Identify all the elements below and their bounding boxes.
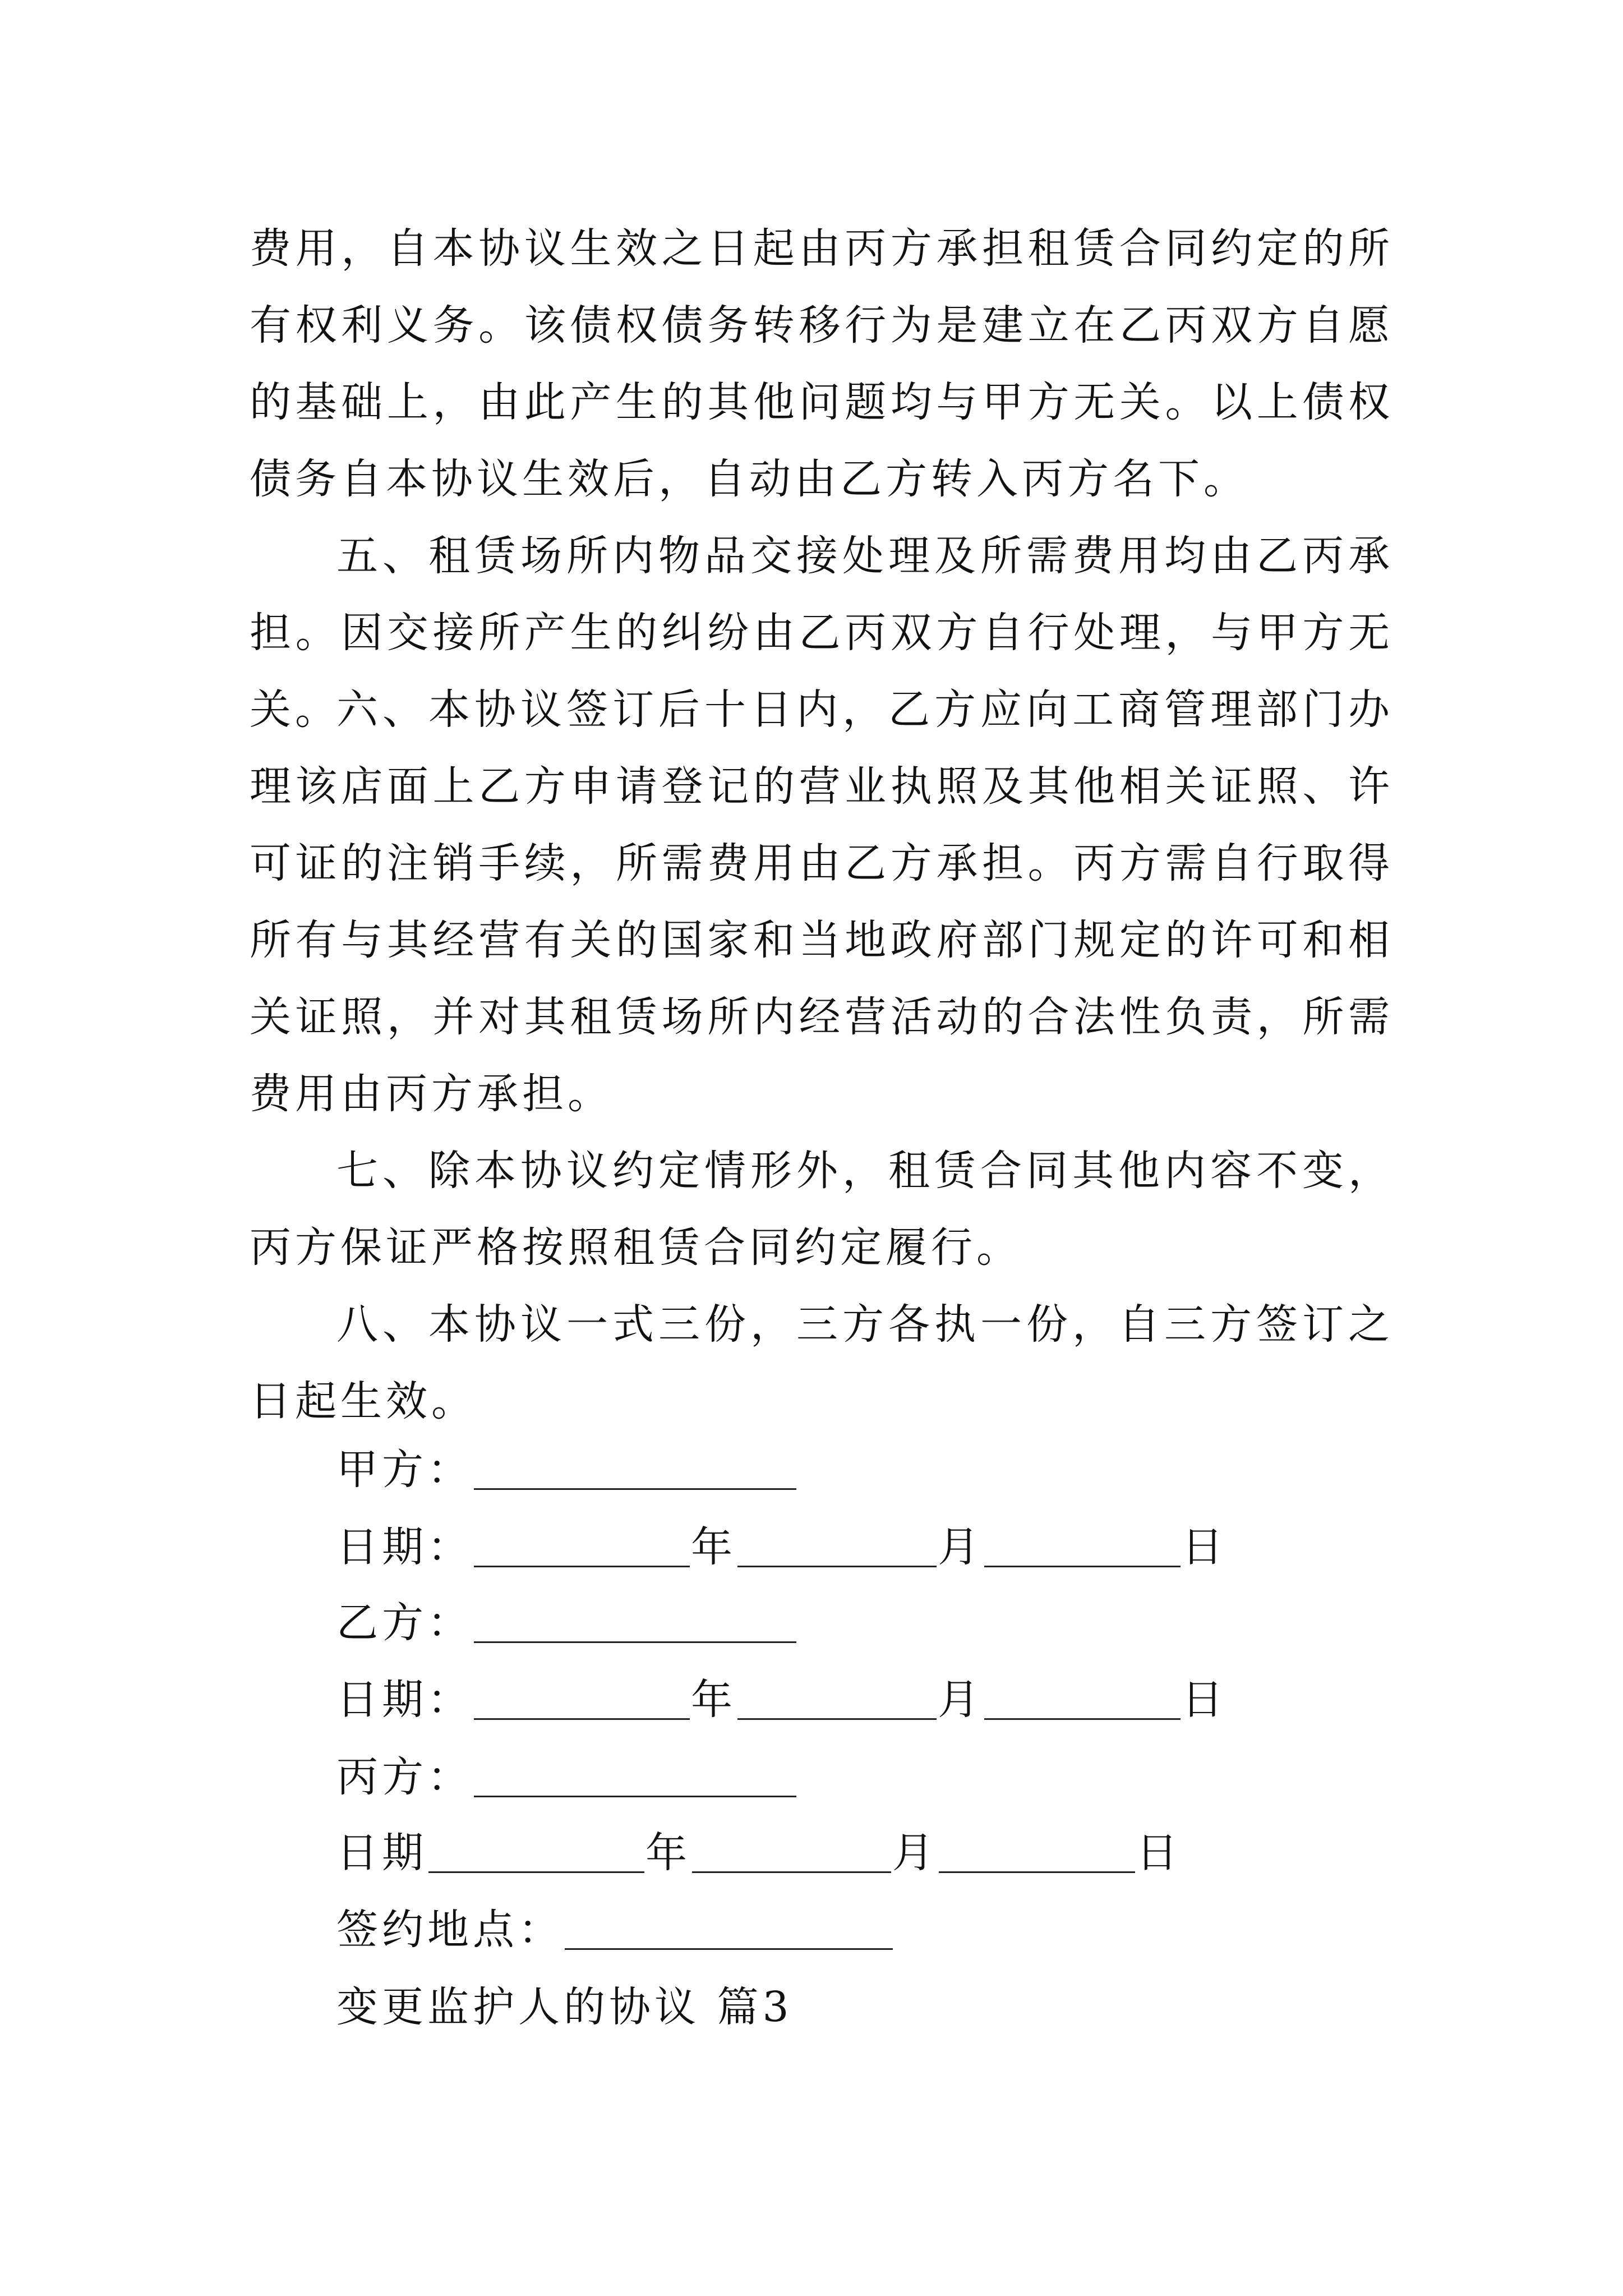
date-c-line <box>336 1825 1182 1881</box>
paragraph-clause-8: 八、本协议一式三份，三方各执一份，自三方签订之日起生效。 <box>250 1300 1394 1425</box>
paragraph-clause-7: 七、除本协议约定情形外，租赁合同其他内容不变，丙方保证严格按照租赁合同约定履行。 <box>250 1147 1394 1272</box>
place-blank <box>565 1909 893 1950</box>
date-b-year-label: 年 <box>691 1676 736 1724</box>
date-a-month-label: 月 <box>938 1523 983 1571</box>
party-a-line <box>336 1442 797 1498</box>
next-section-title: 变更监护人的协议 篇3 <box>336 1983 793 2031</box>
party-b-line <box>336 1595 797 1651</box>
date-c-month-label: 月 <box>892 1829 938 1877</box>
date-b-month-label: 月 <box>938 1676 983 1724</box>
paragraph-clause-5: 五、租赁场所内物品交接处理及所需费用均由乙丙承担。因交接所产生的纠纷由乙丙双方自行处理，与甲方无关。 <box>250 532 1394 734</box>
date-b-label: 日期： <box>336 1676 473 1724</box>
date-c-label: 日期 <box>336 1829 427 1877</box>
date-a-day-label: 日 <box>1182 1523 1227 1571</box>
party-c-label: 丙方： <box>336 1753 473 1801</box>
party-b-blank <box>474 1602 796 1643</box>
date-c-month-blank <box>692 1832 891 1873</box>
party-c-line <box>336 1749 797 1805</box>
party-b-label: 乙方： <box>336 1599 473 1647</box>
date-b-year-blank <box>474 1679 690 1720</box>
paragraph-clause-6: 六、本协议签订后十日内，乙方应向工商管理部门办理该店面上乙方申请登记的营业执照及其他相关证照、许可证的注销手续，所需费用由乙方承担。丙方需自行取得所有与其经营有关的国家和当地政府部门规定的许可和相关证照，并对其租赁场所内经营活动的合法性负责，所需费用由丙方承担。 <box>250 685 1394 1118</box>
paragraph-continuation: 费用，自本协议生效之日起由丙方承担租赁合同约定的所有权利义务。该债权债务转移行为是建立在乙丙双方自愿的基础上，由此产生的其他问题均与甲方无关。以上债权债务自本协议生效后，自动由乙方转入丙方名下。 <box>250 224 1394 503</box>
place-line <box>336 1902 894 1958</box>
party-a-blank <box>474 1449 796 1490</box>
date-b-day-label: 日 <box>1182 1676 1227 1724</box>
date-c-year-label: 年 <box>645 1829 691 1877</box>
date-a-year-blank <box>474 1526 690 1567</box>
date-c-year-blank <box>428 1832 644 1873</box>
party-c-blank <box>474 1756 796 1797</box>
date-a-line <box>336 1519 1227 1575</box>
date-c-day-label: 日 <box>1136 1829 1182 1877</box>
date-b-month-blank <box>737 1679 937 1720</box>
date-b-line <box>336 1672 1227 1728</box>
date-a-label: 日期： <box>336 1523 473 1571</box>
date-a-day-blank <box>984 1526 1181 1567</box>
date-c-day-blank <box>939 1832 1135 1873</box>
party-a-label: 甲方： <box>336 1446 473 1494</box>
date-a-month-blank <box>737 1526 937 1567</box>
place-label: 签约地点： <box>336 1906 564 1954</box>
date-a-year-label: 年 <box>691 1523 736 1571</box>
date-b-day-blank <box>984 1679 1181 1720</box>
